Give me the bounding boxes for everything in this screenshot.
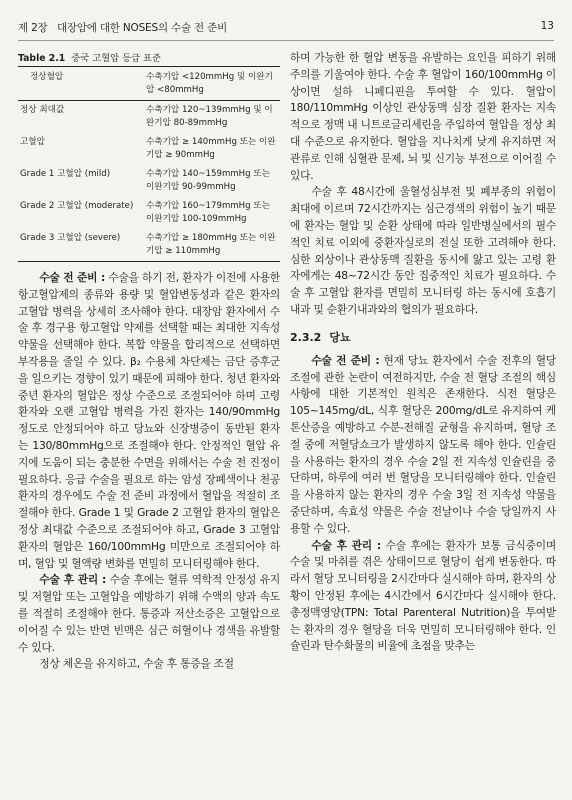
- page-header: [18, 14, 554, 41]
- table-row: [18, 165, 280, 197]
- body-paragraph: 하며 가능한 한 혈압 변동을 유발하는 요인을 피하기 위해 주의를 기울여야 한다. 수술 후 혈압이 160/100mmHg 이상이면 설하 니페디핀을 투여할 수 있다. 혈압이 180/110mmHg 이상인 관상동맥 심장 질환 환자는 지속적으로 정맥 내 니트로글리세린을 주입하여 혈압을 정상 최대 수준으로 유지한다. 혈압을 지나치게 낮게 유지하면 저관류로 인해 심혈관 문제, 뇌 및 신기능 부전으로 이어질 수 있다.: [290, 51, 556, 182]
- chapter-title: 대장암에 대한 NOSES의 수술 전 준비: [56, 22, 228, 34]
- body-paragraph: 정상 체온을 유지하고, 수술 후 통증을 조절: [39, 657, 234, 671]
- body-paragraph: 수술 후 48시간에 울혈성심부전 및 폐부종의 위험이 최대에 이르며 72시간까지는 심근경색의 위험이 높기 때문에 환자는 혈압 및 순환 상태에 따라 일반병실에서의 필수적인 치료 이외에 중환자실로의 전실 또한 고려해야 한다. 심한 외상이나 관상동맥 질환을 동시에 앓고 있는 고령 환자에게는 48~72시간 동안 집중적인 치료가 필요하다. 수술 후 고혈압 환자를 면밀히 모니터링 하는 동시에 호흡기내과 및 순환기내과와의 협의가 필요하다.: [290, 185, 556, 316]
- criteria-cell: 수축기압 ≥ 180mmHg 또는 이완기압 ≥ 110mmHg: [144, 229, 280, 262]
- preop-text: 현재 당뇨 환자에서 수술 전후의 혈당 조절에 관한 논란이 여전하지만, 수술 전 혈당 조절의 핵심 사항에 대한 기본적인 원칙은 존재한다. 식전 혈당은 105~145mg/dL, 식후 혈당은 200mg/dL로 유지하여 케톤산증을 예방하고 수분-전해질 균형을 유지하며, 혈당 조절 중에 저혈당쇼크가 발생하지 않도록 해야 한다. 인슐린을 사용하는 환자의 경우 수술 2일 전 지속성 인슐린을 중단하며, 하루에 여러 번 혈당을 모니터링해야 한다. 인슐린을 사용하지 않는 환자의 경우 수술 3일 전 지속성 약물을 중단하며, 속효성 약물은 수술 전날이나 수술 당일까지 사용할 수 있다.: [290, 353, 556, 535]
- table-row: [18, 229, 280, 262]
- page-number: 13: [540, 20, 554, 32]
- table-caption: [18, 50, 280, 64]
- preop-paragraph: [18, 270, 280, 572]
- diabetes-postop-paragraph: [290, 538, 556, 656]
- grade-cell: Grade 2 고혈압 (moderate): [20, 201, 134, 211]
- preop-heading: 수술 전 준비 :: [39, 271, 106, 284]
- table-row: [18, 133, 280, 165]
- criteria-cell: 수축기압 160~179mmHg 또는 이완기압 100-109mmHg: [146, 201, 270, 224]
- left-column: [18, 50, 280, 673]
- diabetes-preop-paragraph: [290, 353, 556, 538]
- preop-heading: 수술 전 준비 :: [311, 353, 380, 367]
- hypertension-grade-table: [18, 66, 280, 262]
- table-row: [18, 197, 280, 229]
- grade-cell: Grade 3 고혈압 (severe): [18, 229, 144, 262]
- criteria-cell: 수축기압 120~139mmHg 및 이완기압 80-89mmHg: [146, 105, 273, 128]
- postop-heading: 수술 후 관리 :: [311, 538, 381, 552]
- table-title: 중국 고혈압 등급 표준: [71, 53, 161, 64]
- criteria-cell: 수축기압 ≥ 140mmHg 또는 이완기압 ≥ 90mmHg: [146, 137, 276, 160]
- table-header-cell: 정상혈압: [18, 67, 144, 101]
- section-title: 당뇨: [329, 330, 351, 344]
- postop-paragraph: [18, 572, 280, 656]
- grade-cell: 정상 최대값: [20, 105, 65, 115]
- section-number: 2.3.2: [290, 330, 322, 344]
- running-header: [18, 20, 227, 35]
- chapter-label: 제 2장: [18, 22, 48, 34]
- preop-text: 수술을 하기 전, 환자가 이전에 사용한 항고혈압제의 종류와 용량 및 혈압변동성과 같은 환자의 고혈압 병력을 상세히 조사해야 한다. 대장암 환자에서 수술 후 경구용 항고혈압 약제를 선택할 때는 최대한 지속성 약물을 선택해야 한다. 복합 약물을 합리적으로 선택하면 부작용을 줄일 수 있다. β₂ 수용체 차단제는 금단 증후군을 일으키는 경향이 있기 때문에 피해야 한다. 청년 환자와 중년 환자의 혈압은 정상 수준으로 조절되어야 하며 고령 환자와 오랜 고혈압 병력을 가진 환자는 140/90mmHg 정도로 안정되어야 하고 당뇨와 신장병증이 동반된 환자는 130/80mmHg으로 조절해야 한다. 안정적인 혈압 유지에 도움이 되는 충분한 수면을 위해서는 수술 전 진정이 필요하다. 응급 수술을 필요로 하는 암성 장폐색이나 천공 환자의 경우에도 수술 전 준비 과정에서 혈압을 적절히 조절해야 한다. Grade 1 및 Grade 2 고혈압 환자의 혈압은 정상 최대값 수준으로 조절되어야 하고, Grade 3 고혈압 환자의 혈압은 160/100mmHg 미만으로 조절되어야 하며, 혈압 및 혈액량 변화를 면밀히 모니터링해야 한다.: [18, 271, 280, 570]
- table-header-cell: 수축기압 <120mmHg 및 이완기압 <80mmHg: [144, 67, 280, 101]
- postop-text: 수술 후에는 혈류 역학적 안정성 유지 및 저혈압 또는 고혈압을 예방하기 위해 수액의 양과 속도를 적절히 조절해야 한다. 통증과 저산소증은 고혈압으로 이어질 수 있는 반면 빈맥은 심근 허혈이나 경색을 유발할 수 있다.: [18, 573, 281, 654]
- postop-heading: 수술 후 관리 :: [39, 573, 107, 587]
- grade-cell: Grade 1 고혈압 (mild): [20, 169, 111, 179]
- section-heading: [290, 329, 556, 345]
- grade-cell: 고혈압: [20, 137, 45, 147]
- criteria-cell: 수축기압 140~159mmHg 또는 이완기압 90-99mmHg: [146, 169, 270, 192]
- table-header-row: [18, 67, 280, 101]
- table-label: Table 2.1: [18, 53, 66, 64]
- postop-text: 수술 후에는 환자가 보통 금식중이며 수술 및 마취를 겪은 상태이므로 혈당이 쉽게 변동한다. 따라서 혈당 모니터링을 2시간마다 실시해야 하며, 환자의 상황이 안정된 후에는 4시간에서 6시간마다 실시해야 한다. 총정맥영양(TPN: Total Parenteral Nutrition)을 투여받는 환자의 경우 혈당을 더욱 면밀히 모니터링해야 한다. 인슐린과 탄수화물의 비율에 초점을 맞추는: [290, 538, 556, 653]
- right-column: [290, 50, 556, 655]
- table-row: [18, 101, 280, 134]
